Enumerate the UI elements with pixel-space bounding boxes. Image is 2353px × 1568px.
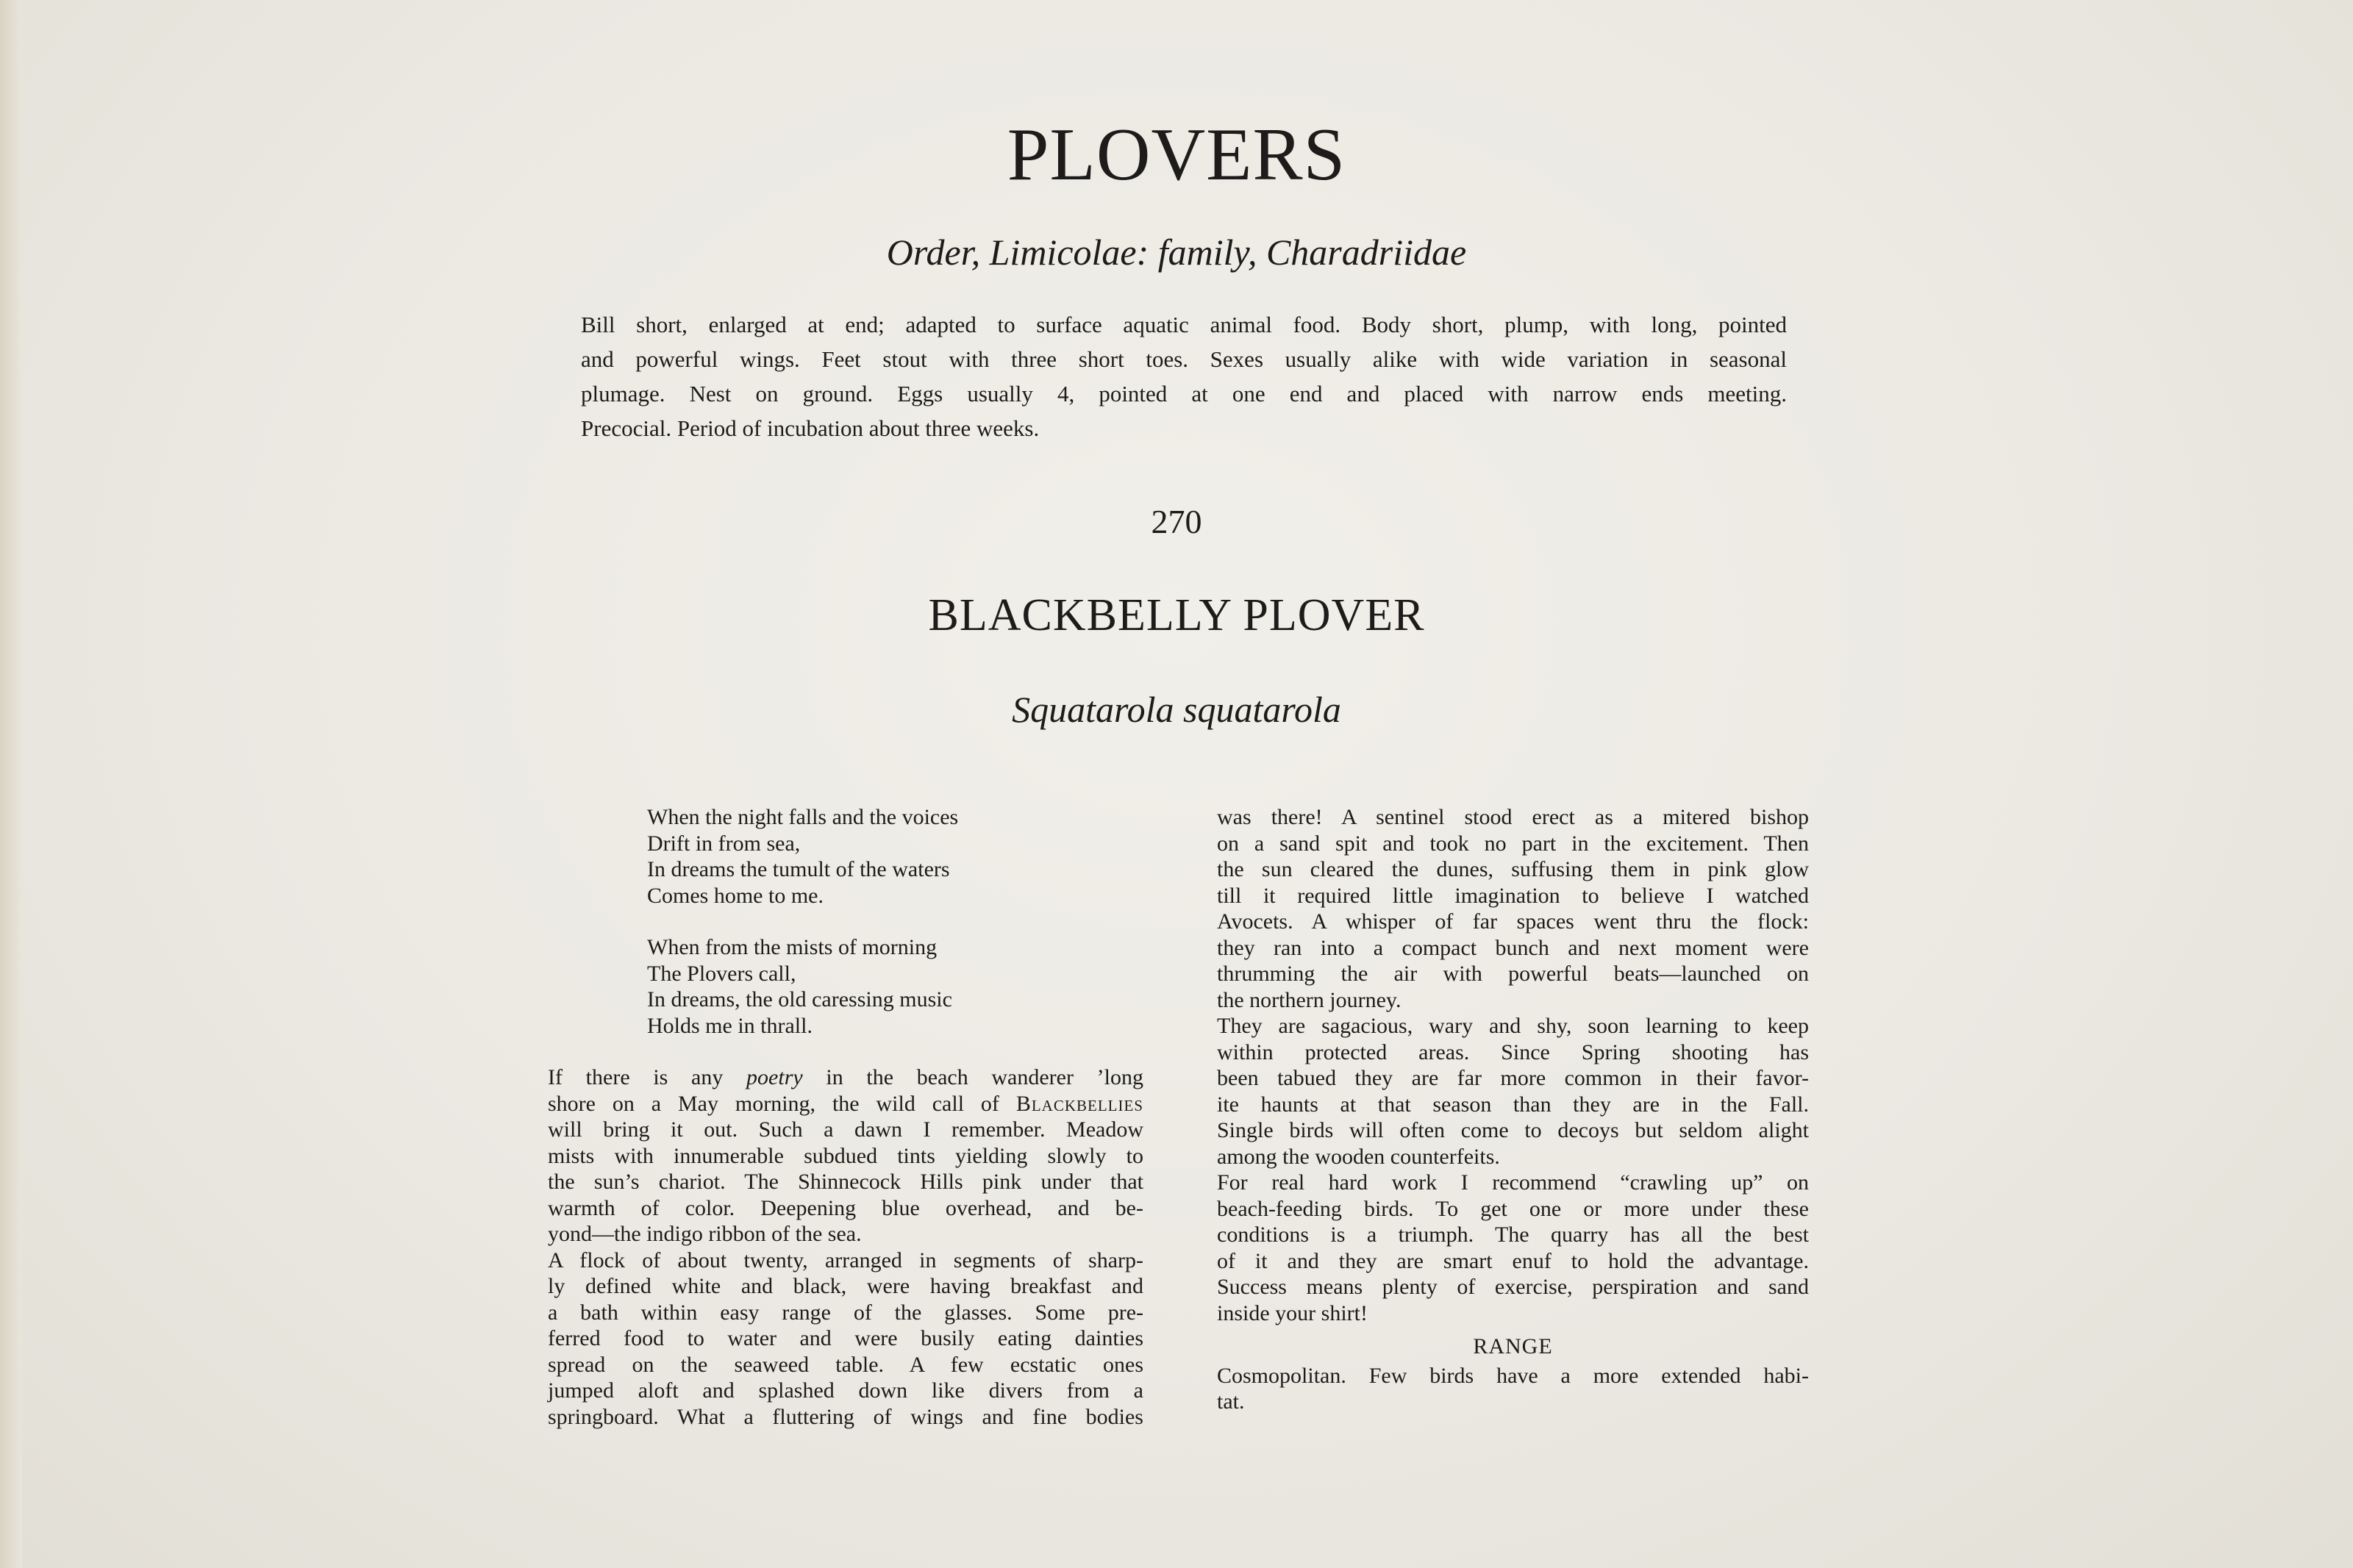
prose-line: thrumming the air with powerful beats—launched on — [1217, 962, 1809, 986]
prose-line: a bath within easy range of the glasses. Some pre- — [548, 1300, 1143, 1325]
prose-line: of it and they are smart enuf to hold the advantage. — [1217, 1248, 1809, 1273]
right-column — [1217, 804, 1809, 1415]
prose-line: will bring it out. Such a dawn I remember. Meadow — [548, 1117, 1143, 1142]
prose-line: the sun’s chariot. The Shinnecock Hills pink under that — [548, 1170, 1143, 1194]
prose-line: ferred food to water and were busily eating dainties — [548, 1326, 1143, 1350]
prose-line: among the wooden counterfeits. — [1217, 1144, 1500, 1169]
poem-stanza — [647, 934, 1143, 1039]
prose-line: springboard. What a fluttering of wings and fine bodies — [548, 1404, 1143, 1429]
range-heading: RANGE — [1473, 1334, 1553, 1358]
prose-line: within protected areas. Since Spring shooting has — [1217, 1039, 1809, 1064]
poem-line: When from the mists of morning — [647, 935, 938, 959]
scientific-name: Squatarola squatarola — [1012, 689, 1341, 730]
prose-line: beach-feeding birds. To get one or more under these — [1217, 1196, 1809, 1221]
prose-line: yond—the indigo ribbon of the sea. — [548, 1222, 862, 1246]
prose-line: spread on the seaweed table. A few ecstatic ones — [548, 1352, 1143, 1377]
prose-line: ly defined white and black, were having breakfast and — [548, 1274, 1143, 1298]
poem-line: When the night falls and the voices — [647, 805, 959, 829]
species-number: 270 — [1151, 503, 1202, 540]
poem-line: In dreams, the old caressing music — [647, 987, 952, 1012]
prose-line: on a sand spit and took no part in the excitement. Then — [1217, 831, 1809, 856]
left-column — [548, 804, 1143, 1430]
prose-line: conditions is a triumph. The quarry has all the best — [1217, 1222, 1809, 1247]
prose-line: Avocets. A whisper of far spaces went thru the flock: — [1217, 909, 1809, 934]
prose-line: warmth of color. Deepening blue overhead, and be- — [548, 1195, 1143, 1220]
range-line: tat. — [1217, 1389, 1245, 1414]
poem-line: Drift in from sea, — [647, 831, 801, 856]
small-caps-blackbellies: Blackbellies — [1015, 1091, 1143, 1116]
poem-line: Comes home to me. — [647, 883, 824, 908]
poem-line: Holds me in thrall. — [647, 1013, 813, 1038]
prose-line — [548, 1064, 1143, 1091]
family-description — [581, 307, 1787, 445]
prose-line: jumped aloft and splashed down like divers from a — [548, 1378, 1143, 1403]
description-line: Precocial. Period of incubation about three weeks. — [581, 415, 1040, 441]
prose-text: in the beach wanderer ’long — [802, 1065, 1143, 1089]
prose-text: If there is any — [548, 1065, 747, 1089]
prose-line: they ran into a compact bunch and next moment were — [1217, 935, 1809, 960]
prose-line: the northern journey. — [1217, 987, 1402, 1012]
prose-line: till it required little imagination to believe I watched — [1217, 883, 1809, 908]
description-line: Bill short, enlarged at end; adapted to surface aquatic animal food. Body short, plump, with long, pointed — [581, 312, 1787, 337]
poem — [647, 804, 1143, 1039]
family-title: PLOVERS — [1007, 113, 1346, 196]
range-text — [1217, 1363, 1809, 1415]
species-name: BLACKBELLY PLOVER — [928, 590, 1425, 640]
prose-line: inside your shirt! — [1217, 1300, 1368, 1325]
left-prose — [548, 1064, 1143, 1430]
range-line: Cosmopolitan. Few birds have a more extended habi- — [1217, 1363, 1809, 1388]
poem-stanza — [647, 804, 1143, 909]
prose-line: For real hard work I recommend “crawling up” on — [1217, 1170, 1809, 1195]
prose-text: shore on a May morning, the wild call of — [548, 1091, 1016, 1116]
poem-line: In dreams the tumult of the waters — [647, 857, 950, 881]
prose-line: mists with innumerable subdued tints yielding slowly to — [548, 1143, 1143, 1168]
order-family-subtitle: Order, Limicolae: family, Charadriidae — [886, 232, 1467, 273]
prose-line: was there! A sentinel stood erect as a mitered bishop — [1217, 805, 1809, 829]
prose-line — [548, 1091, 1143, 1117]
emphasis-poetry: poetry — [746, 1065, 803, 1089]
description-line: and powerful wings. Feet stout with three short toes. Sexes usually alike with wide variation in seasonal — [581, 346, 1787, 372]
prose-line: They are sagacious, wary and shy, soon learning to keep — [1217, 1014, 1809, 1038]
prose-line: the sun cleared the dunes, suffusing them in pink glow — [1217, 857, 1809, 881]
right-prose — [1217, 804, 1809, 1326]
prose-line: A flock of about twenty, arranged in segments of sharp- — [548, 1247, 1143, 1272]
prose-line: Single birds will often come to decoys but seldom alight — [1217, 1118, 1809, 1142]
prose-line: been tabued they are far more common in their favor- — [1217, 1066, 1809, 1090]
prose-line: Success means plenty of exercise, perspiration and sand — [1217, 1275, 1809, 1299]
description-line: plumage. Nest on ground. Eggs usually 4, pointed at one end and placed with narrow ends meeting. — [581, 381, 1787, 407]
poem-line: The Plovers call, — [647, 961, 796, 986]
prose-line: ite haunts at that season than they are in the Fall. — [1217, 1092, 1809, 1117]
